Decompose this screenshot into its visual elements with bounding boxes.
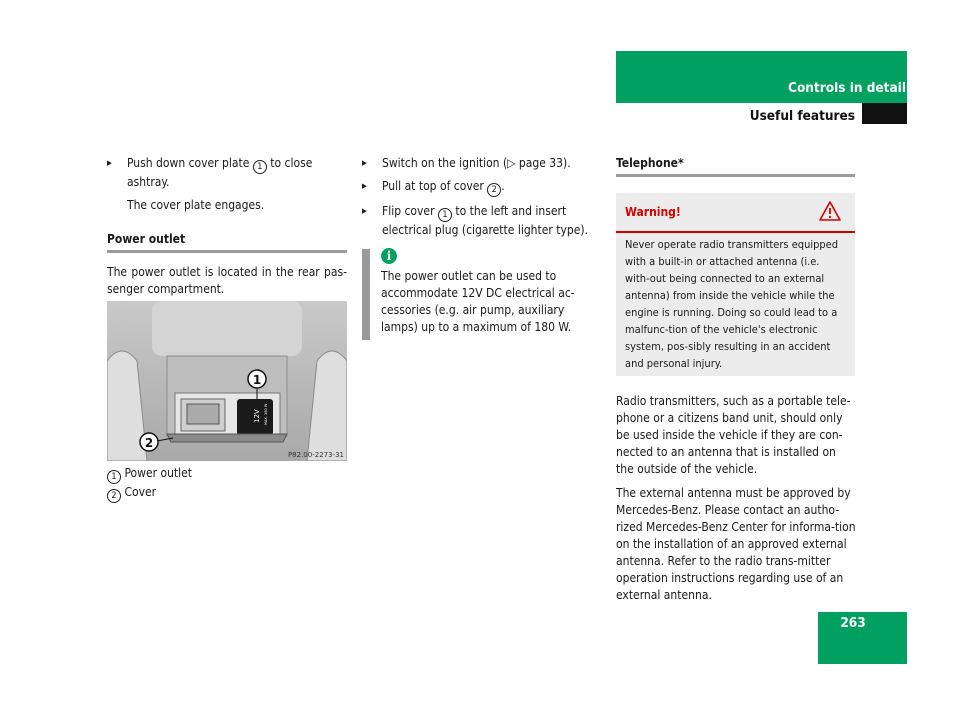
legend-item: 2 Cover xyxy=(107,484,347,503)
telephone-paragraph: Radio transmitters, such as a portable tele-phone or a citizens band unit, should only be used inside the vehicle if they are con-nected to an antenna that is installed on the outside of the vehicle. xyxy=(616,394,851,476)
outlet-max-label: MAX. 180 W xyxy=(264,403,268,425)
telephone-body xyxy=(616,393,856,604)
info-icon: i xyxy=(381,248,397,264)
legend-number: 2 xyxy=(107,489,121,503)
step-result: The cover plate engages. xyxy=(127,198,265,212)
subsection-title: Useful features xyxy=(749,108,855,124)
warning-header xyxy=(616,193,855,231)
legend-number: 1 xyxy=(107,470,121,484)
section-title: Controls in detail xyxy=(788,80,906,96)
callout-number: 2 xyxy=(487,183,501,197)
warning-title: Warning! xyxy=(625,205,681,219)
power-outlet-illustration xyxy=(107,301,347,461)
step-push-cover: ▶ Push down cover plate 1 to close ashtray. xyxy=(107,155,347,191)
callout-number: 1 xyxy=(438,208,452,222)
callout-2-label: 2 xyxy=(144,436,154,450)
outlet-12v-label: 12V xyxy=(253,409,261,423)
section-heading-power-outlet: Power outlet xyxy=(107,231,347,253)
header-black-tab xyxy=(862,103,907,124)
section-heading-telephone: Telephone* xyxy=(616,155,855,177)
page-number: 263 xyxy=(840,615,866,631)
column-3 xyxy=(616,155,855,177)
warning-triangle-icon xyxy=(819,201,841,221)
warning-text: Never operate radio transmitters equipped with a built-in or attached antenna (i.e. with-out being connected to an external antenna) from inside the vehicle while the engine is running. Doing so could lead to a malfunc-tion of the vehicle's electronic system, pos-sibly resulting in an accident and personal injury. xyxy=(625,238,839,370)
figure-code: P82.00-2273-31 xyxy=(287,451,344,459)
telephone-paragraph: The external antenna must be approved by Mercedes-Benz. Please contact an autho-rized Mercedes-Benz Center for informa-tion on the installation of an approved external antenna. Refer to the radio trans-mitter operation instructions regarding use of an external antenna. xyxy=(616,486,856,602)
step-flip-cover: ▶ Flip cover 1 to the left and insert electrical plug (cigarette lighter type). xyxy=(362,203,594,239)
step-pull-cover: ▶ Pull at top of cover 2 . xyxy=(362,178,594,197)
column-1 xyxy=(107,155,347,298)
step-ignition: ▶ Switch on the ignition (▷ page 33). xyxy=(362,155,594,172)
column-2 xyxy=(362,155,594,239)
callout-number: 1 xyxy=(253,160,267,174)
legend-item: 1 Power outlet xyxy=(107,465,347,484)
info-side-bar xyxy=(362,249,370,340)
info-text: The power outlet can be used to accommodate 12V DC electrical ac-cessories (e.g. air pump, auxiliary lamps) up to a maximum of 180 W. xyxy=(381,269,575,334)
warning-box xyxy=(616,193,855,376)
figure-legend xyxy=(107,465,347,503)
power-outlet-text: The power outlet is located in the rear pas-senger compartment. xyxy=(107,265,347,296)
callout-1-label: 1 xyxy=(252,373,262,387)
power-outlet-photo xyxy=(107,301,347,461)
info-note xyxy=(381,248,593,336)
